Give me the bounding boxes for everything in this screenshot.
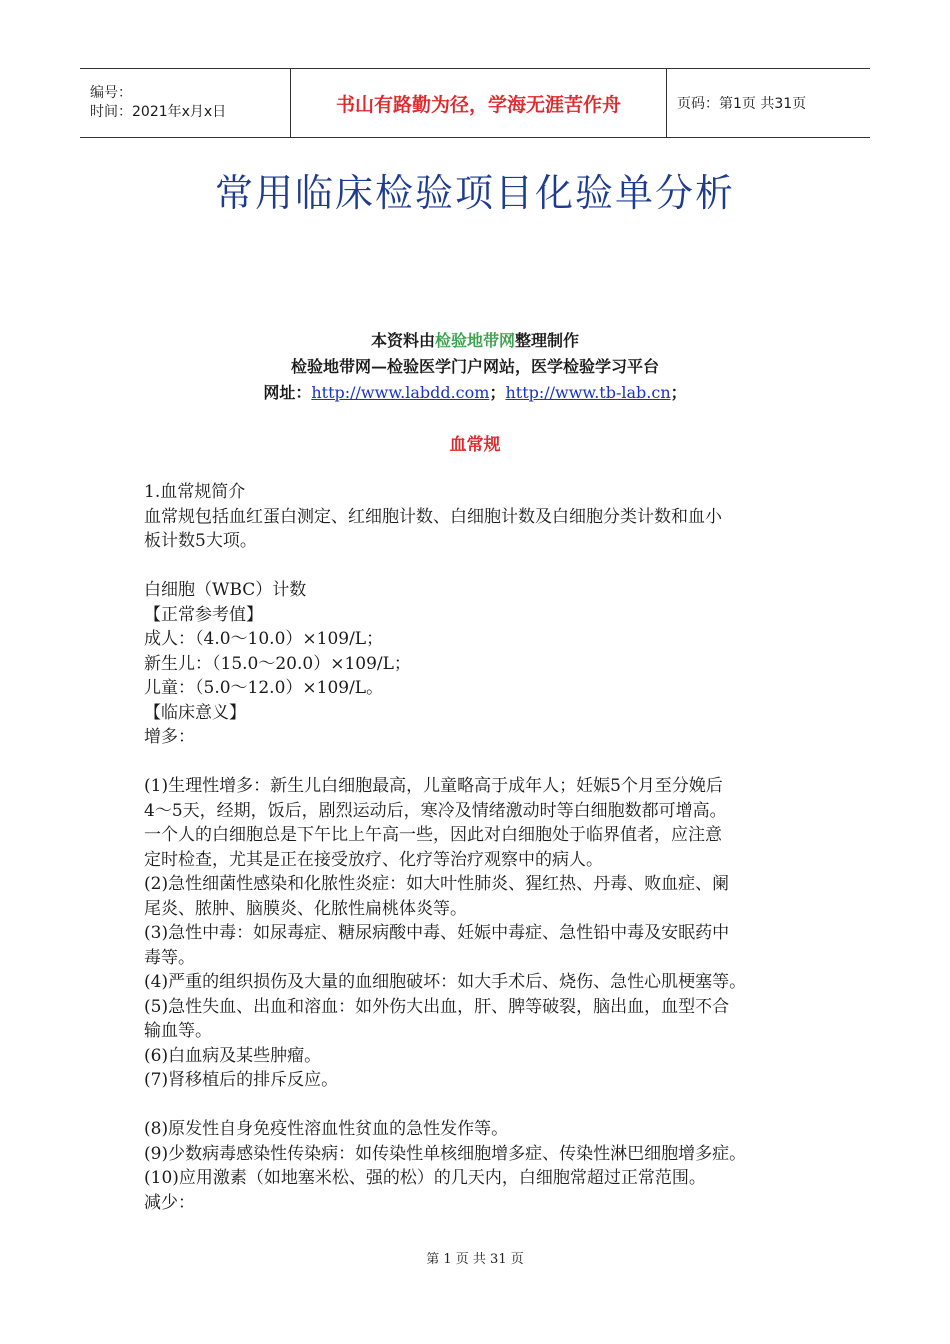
paragraph: (1)生理性增多：新生儿白细胞最高，儿童略高于成年人；妊娠5个月至分娩后 <box>144 776 723 796</box>
paragraph: (8)原发性自身免疫性溶血性贫血的急性发作等。 <box>144 1119 509 1139</box>
paragraph: 【临床意义】 <box>144 702 246 723</box>
paragraph: (10)应用激素（如地塞米松、强的松）的几天内，白细胞常超过正常范围。 <box>144 1168 706 1188</box>
paragraph: (7)肾移植后的排斥反应。 <box>144 1070 339 1090</box>
paragraph: 增多： <box>144 727 195 747</box>
section-title: 血常规 <box>449 435 501 455</box>
page-title: 常用临床检验项目化验单分析 <box>214 171 735 215</box>
spacer <box>144 1093 824 1118</box>
header-page-info <box>667 69 870 137</box>
spacer <box>144 750 824 775</box>
paragraph: 输血等。 <box>144 1021 212 1041</box>
paragraph: (2)急性细菌性感染和化脓性炎症：如大叶性肺炎、猩红热、丹毒、败血症、阑 <box>144 874 730 894</box>
paragraph: 4～5天，经期，饭后，剧烈运动后，寒冷及情绪激动时等白细胞数都可增高。 <box>144 800 727 821</box>
paragraph: 一个人的白细胞总是下午比上午高一些，因此对白细胞处于临界值者，应注意 <box>144 825 722 845</box>
header-motto <box>291 69 667 137</box>
site-name: 检验地带网 <box>434 331 515 350</box>
intro-line-2: 检验地带网—检验医学门户网站，医学检验学习平台 <box>290 357 659 376</box>
paragraph: (3)急性中毒：如尿毒症、糖尿病酸中毒、妊娠中毒症、急性铅中毒及安眠药中 <box>144 923 730 943</box>
paragraph: 板计数5大项。 <box>144 531 257 551</box>
page-footer: 第 1 页 共 31 页 <box>426 1252 524 1267</box>
intro-prefix: 本资料由 <box>370 331 435 350</box>
paragraph: 【正常参考值】 <box>144 604 263 625</box>
paragraph: (6)白血病及某些肿瘤。 <box>144 1045 322 1066</box>
paragraph: 儿童：（5.0～12.0）×109/L。 <box>144 678 384 698</box>
body-text <box>144 480 824 1215</box>
paragraph: 成人：（4.0～10.0）×109/L； <box>144 629 384 649</box>
paragraph: 尾炎、脓肿、脑膜炎、化脓性扁桃体炎等。 <box>144 898 467 919</box>
url-label: 网址： <box>263 383 312 402</box>
motto-text: 书山有路勤为径，学海无涯苦作舟 <box>335 93 621 116</box>
url-end: ； <box>670 383 687 402</box>
intro-block <box>0 328 950 406</box>
intro-line-3 <box>0 380 950 406</box>
paragraph: 1.血常规简介 <box>144 482 246 502</box>
paragraph: 减少： <box>144 1192 195 1213</box>
link-labdd[interactable]: http://www.labdd.com <box>311 383 490 402</box>
paragraph: 血常规包括血红蛋白测定、红细胞计数、白细胞计数及白细胞分类计数和血小 <box>144 506 722 527</box>
paragraph: 新生儿：（15.0～20.0）×109/L； <box>144 653 411 674</box>
paragraph: 定时检查，尤其是正在接受放疗、化疗等治疗观察中的病人。 <box>144 849 603 870</box>
paragraph: 白细胞（WBC）计数 <box>144 580 307 600</box>
intro-suffix: 整理制作 <box>515 331 580 350</box>
spacer <box>144 554 824 579</box>
paragraph: (5)急性失血、出血和溶血：如外伤大出血，肝、脾等破裂，脑出血，血型不合 <box>144 996 730 1017</box>
date-label: 时间：2021年x月x日 <box>90 104 227 120</box>
header-meta <box>80 69 291 137</box>
document-header <box>80 68 870 138</box>
paragraph: (9)少数病毒感染性传染病：如传染性单核细胞增多症、传染性淋巴细胞增多症。 <box>144 1143 747 1164</box>
code-label: 编号： <box>90 85 132 101</box>
paragraph: (4)严重的组织损伤及大量的血细胞破坏：如大手术后、烧伤、急性心肌梗塞等。 <box>144 972 747 992</box>
page-info-text: 页码：第1页 共31页 <box>677 96 807 112</box>
paragraph: 毒等。 <box>144 947 195 968</box>
link-tb-lab[interactable]: http://www.tb-lab.cn <box>505 383 671 402</box>
url-separator: ； <box>489 383 506 402</box>
intro-line-1 <box>0 328 950 354</box>
